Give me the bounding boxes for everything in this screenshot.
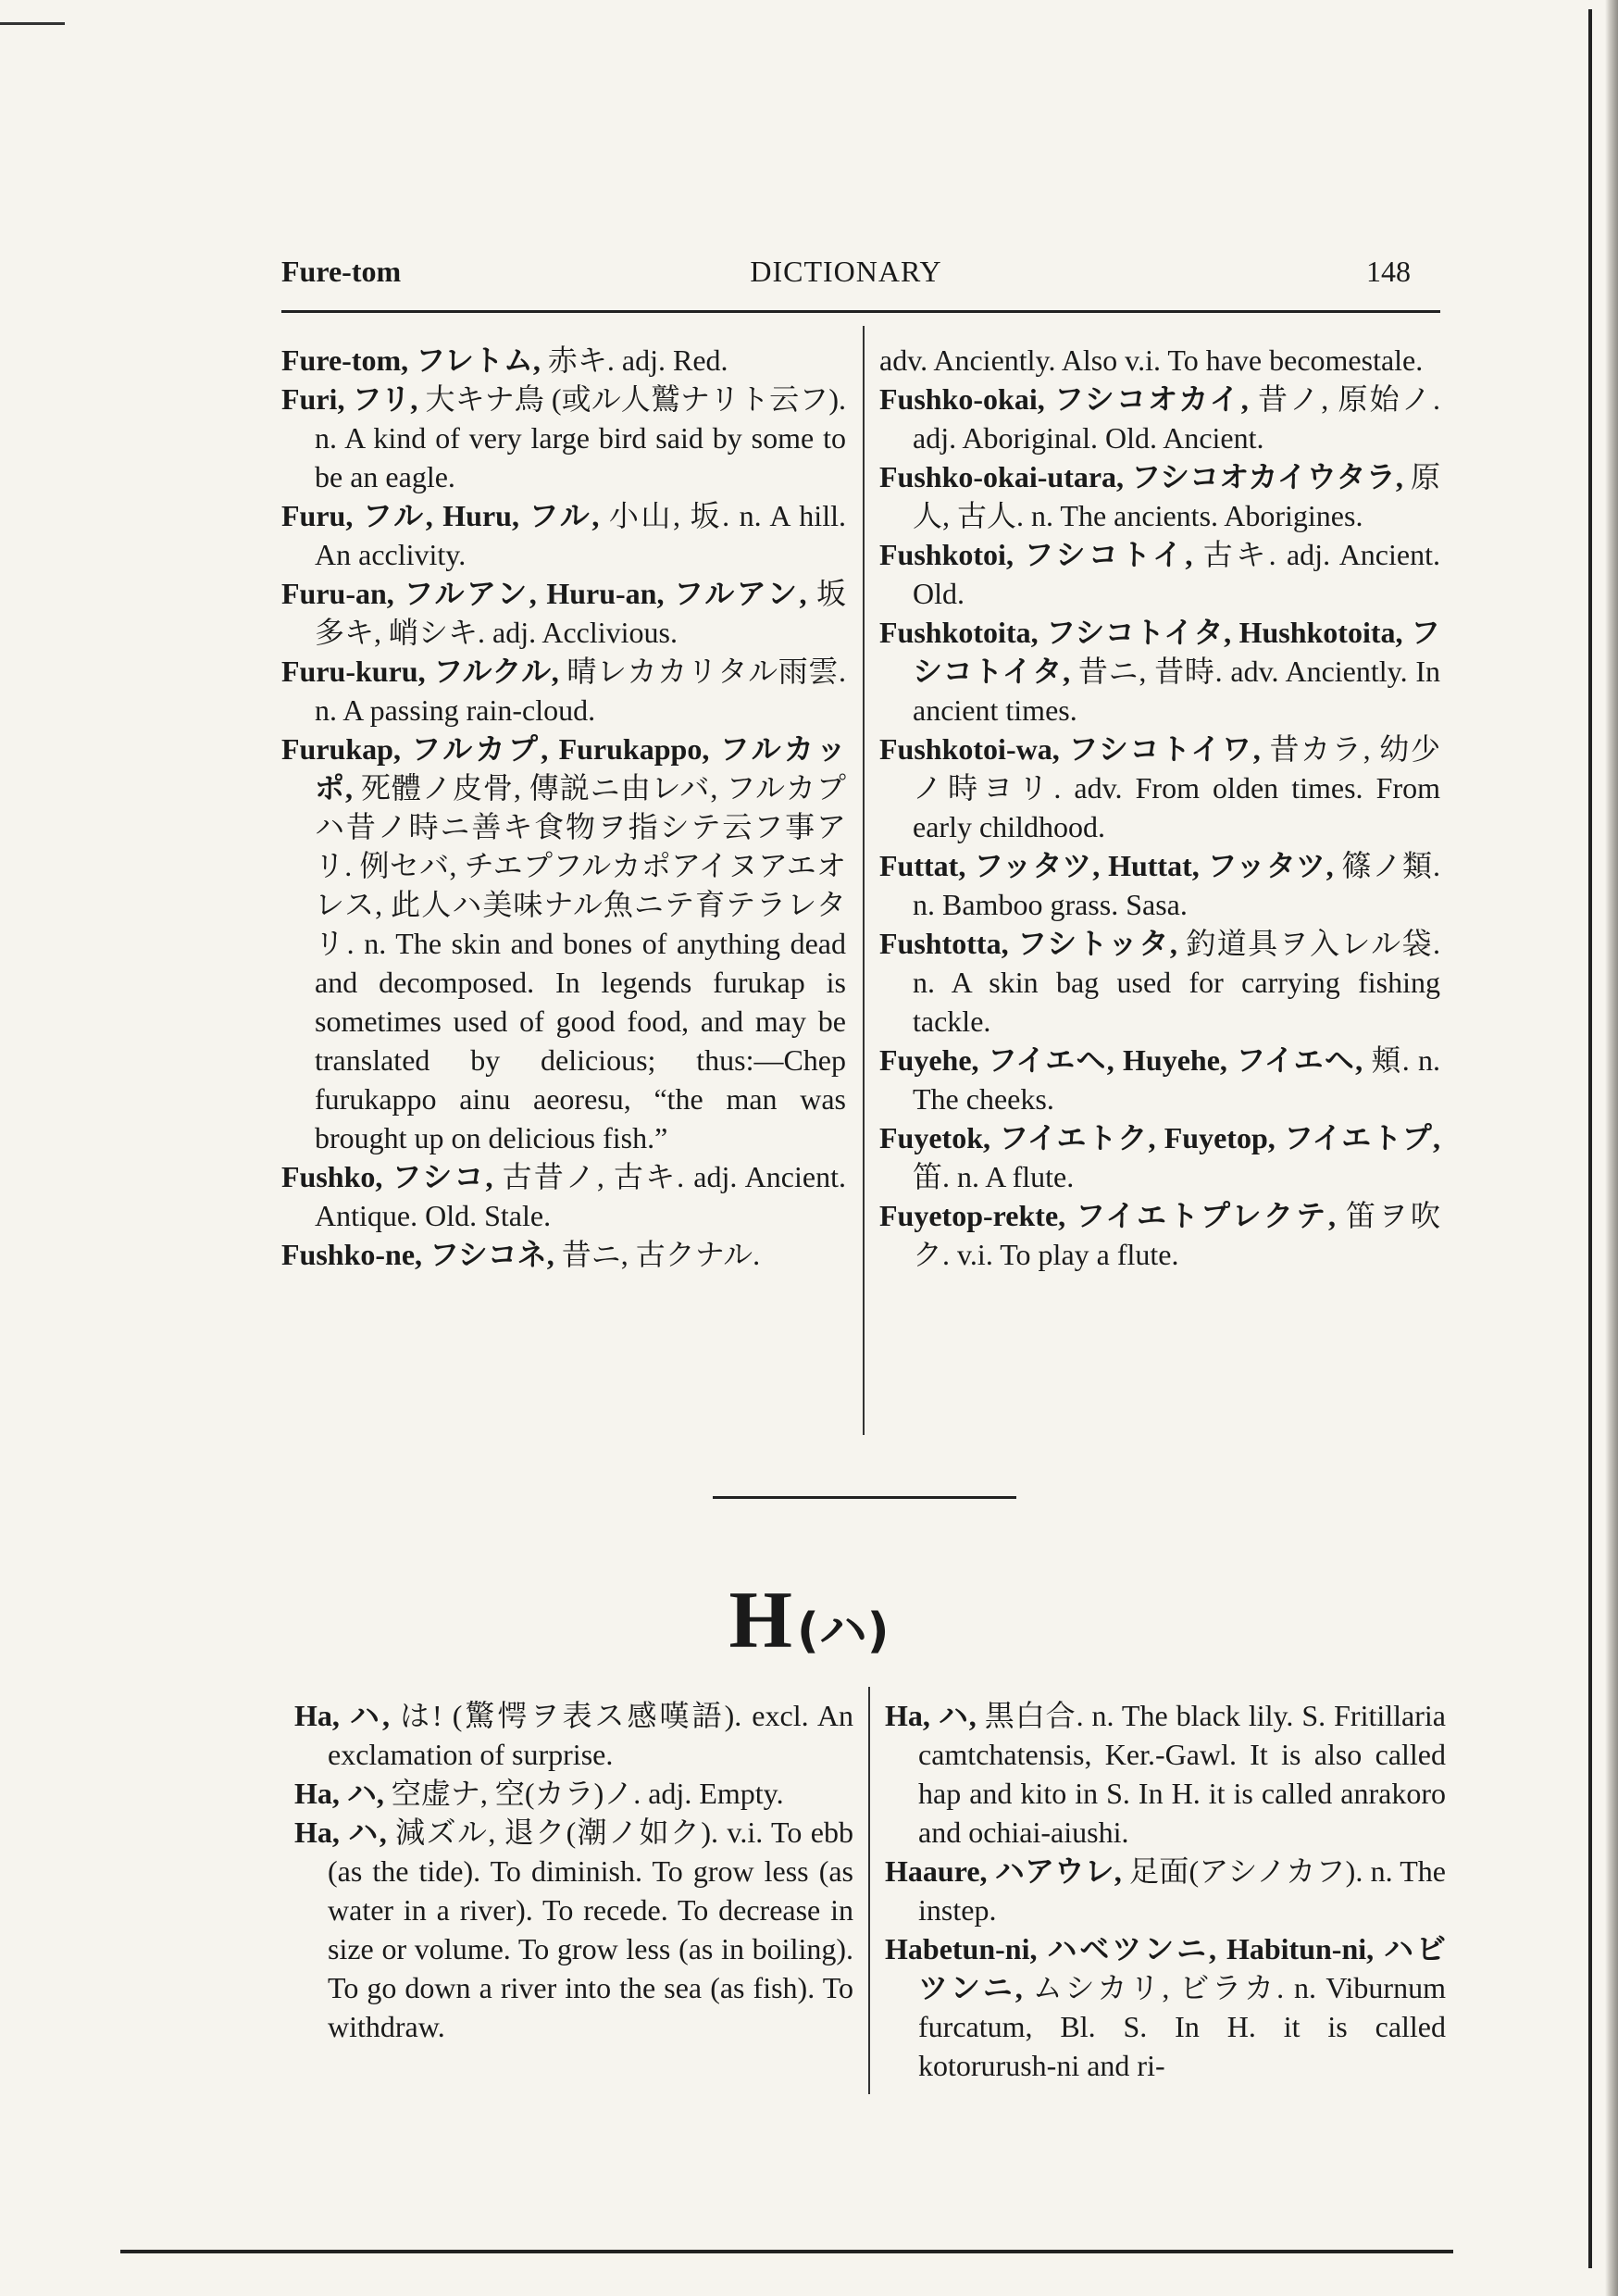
entry (879, 457, 1440, 535)
definition: 空虚ナ, 空(カラ)ノ. adj. Empty. (383, 1777, 784, 1810)
headword: Fuyetok, フイエトク, Fuyetop, フイエトプ, (879, 1121, 1440, 1154)
entry (281, 1235, 846, 1274)
definition: 死體ノ皮骨, 傳説ニ由レバ, フルカプハ昔ノ時ニ善キ食物ヲ指シテ云フ事アリ. 例セバ, チエプフルカポアイヌアエオレス, 此人ハ美味ナル魚ニテ育テラレタリ. n. The skin and bones of anything dead and decomposed. In legends furukap is sometimes used of good food, and may be translated by delicious; thus:—Chep furukappo ainu aeoresu, “the man was brought up on delicious fish.” (315, 771, 846, 1154)
right-column (879, 341, 1440, 1274)
definition: 大キナ鳥 (或ル人鷲ナリト云フ). n. A kind of very large bird said by some to be an eagle. (315, 382, 846, 493)
header-rule (281, 310, 1440, 313)
headword: Fushkotoita, フシコトイタ, Hushkotoita, フシコトイタ, (879, 616, 1440, 688)
definition: 足面(アシノカフ). n. The instep. (918, 1854, 1446, 1927)
entry (879, 846, 1440, 924)
definition: 坂多キ, 峭シキ. adj. Acclivious. (315, 577, 846, 649)
entry (879, 730, 1440, 846)
headword: Fushtotta, フシトッタ, (879, 927, 1177, 960)
headword: Furu, フル, Huru, フル, (281, 499, 600, 532)
entry (281, 1157, 846, 1235)
definition: 昔ニ, 古クナル. (554, 1238, 761, 1271)
headword: Ha, ハ, (294, 1816, 387, 1849)
running-head (281, 255, 1411, 301)
entry (281, 652, 846, 730)
headword: Futtat, フッタツ, Huttat, フッタツ, (879, 849, 1334, 882)
section-heading (0, 1574, 1618, 1667)
column-divider (863, 326, 865, 1435)
entry (879, 1041, 1440, 1118)
headword: Furi, フリ, (281, 382, 418, 416)
headword: Fushko, フシコ, (281, 1160, 493, 1193)
definition: 釣道具ヲ入レル袋. n. A skin bag used for carrying fishing tackle. (913, 927, 1441, 1038)
headword: Fushko-okai, フシコオカイ, (879, 382, 1249, 416)
definition: 原人, 古人. n. The ancients. Aborigines. (913, 460, 1440, 532)
entry (281, 341, 846, 380)
running-head-word: Fure-tom (281, 255, 402, 288)
entry (879, 924, 1440, 1041)
definition: 減ズル, 退ク(潮ノ如ク). v.i. To ebb (as the tide). To diminish. To grow less (as water in a river). To recede. To decrease in size or volume. To grow less (as in boiling). To go down a river into the sea (as fish). To withdraw. (328, 1816, 853, 2043)
definition: 赤キ. adj. Red. (540, 343, 728, 377)
left-column (281, 341, 846, 1274)
definition: は! (驚愕ヲ表ス感嘆語). excl. An exclamation of surprise. (328, 1699, 853, 1771)
definition: 昔カラ, 幼少ノ時ヨリ. adv. From olden times. From early childhood. (913, 732, 1440, 843)
page-edge-shadow (1605, 0, 1618, 2296)
headword: Fushkotoi-wa, フシコトイワ, (879, 732, 1261, 766)
definition: 古キ. adj. Ancient. Old. (913, 538, 1440, 610)
headword: Habetun-ni, ハベツンニ, Habitun-ni, ハビツンニ, (885, 1932, 1446, 2004)
entry (879, 535, 1440, 613)
entry (879, 1118, 1440, 1196)
definition: 古昔ノ, 古キ. adj. Ancient. Antique. Old. Stale. (315, 1160, 846, 1232)
headword: Fuyehe, フイエヘ, Huyehe, フイエヘ, (879, 1043, 1363, 1077)
definition: 昔ノ, 原始ノ. adj. Aboriginal. Old. Ancient. (913, 382, 1440, 455)
definition: 昔ニ, 昔時. adv. Anciently. In ancient times. (913, 655, 1440, 727)
definition: 篠ノ類. n. Bamboo grass. Sasa. (913, 849, 1440, 921)
definition: 頬. n. The cheeks. (913, 1043, 1440, 1116)
definition: 晴レカカリタル雨雲. n. A passing rain-cloud. (315, 655, 846, 727)
page-number: 148 (1366, 255, 1411, 288)
headword: Ha, ハ, (885, 1699, 977, 1732)
entry (885, 1696, 1446, 1852)
headword: Fushko-ne, フシコネ, (281, 1238, 554, 1271)
entry (294, 1696, 853, 1774)
page-edge-line (1588, 9, 1592, 2268)
section-kana: (ハ) (797, 1603, 890, 1659)
entry (879, 613, 1440, 730)
bottom-rule (120, 2250, 1453, 2253)
running-head-title: DICTIONARY (750, 255, 942, 288)
definition: 黒白合. n. The black lily. S. Fritillaria camtchatensis, Ker.-Gawl. It is also called hap and kito in S. In H. it is called anrakoro and ochiai-aiushi. (918, 1699, 1446, 1849)
entry (879, 380, 1440, 457)
column-divider (868, 1687, 870, 2094)
definition: 笛ヲ吹ク. v.i. To play a flute. (913, 1199, 1440, 1271)
h-left-column (294, 1696, 853, 2046)
entry (294, 1774, 853, 1813)
headword: Haaure, ハアウレ, (885, 1854, 1122, 1888)
entry (281, 730, 846, 1157)
entry (294, 1813, 853, 2046)
entry (885, 1929, 1446, 2085)
entry (885, 1852, 1446, 1929)
headword: Fuyetop-rekte, フイエトプレクテ, (879, 1199, 1337, 1232)
definition: ムシカリ, ビラカ. n. Viburnum furcatum, Bl. S. In H. it is called kotorurush-ni and ri- (918, 1971, 1446, 2082)
headword: Furukap, フルカプ, Furukappo, フルカッポ, (281, 732, 846, 805)
headword: Ha, ハ, (294, 1777, 384, 1810)
definition: adv. Anciently. Also v.i. To have becomestale. (879, 343, 1424, 377)
headword: Furu-an, フルアン, Huru-an, フルアン, (281, 577, 807, 610)
scan-mark (0, 22, 65, 25)
section-rule (713, 1496, 1016, 1499)
headword: Fushkotoi, フシコトイ, (879, 538, 1193, 571)
definition: 小山, 坂. n. A hill. An acclivity. (315, 499, 846, 571)
headword: Fushko-okai-utara, フシコオカイウタラ, (879, 460, 1403, 493)
entry (281, 574, 846, 652)
headword: Furu-kuru, フルクル, (281, 655, 559, 688)
entry (879, 1196, 1440, 1274)
headword: Fure-tom, フレトム, (281, 343, 541, 377)
entry (281, 496, 846, 574)
entry-continued (879, 341, 1440, 380)
definition: 笛. n. A flute. (913, 1160, 1075, 1193)
section-letter: H (728, 1576, 792, 1666)
h-right-column (885, 1696, 1446, 2085)
headword: Ha, ハ, (294, 1699, 390, 1732)
entry (281, 380, 846, 496)
